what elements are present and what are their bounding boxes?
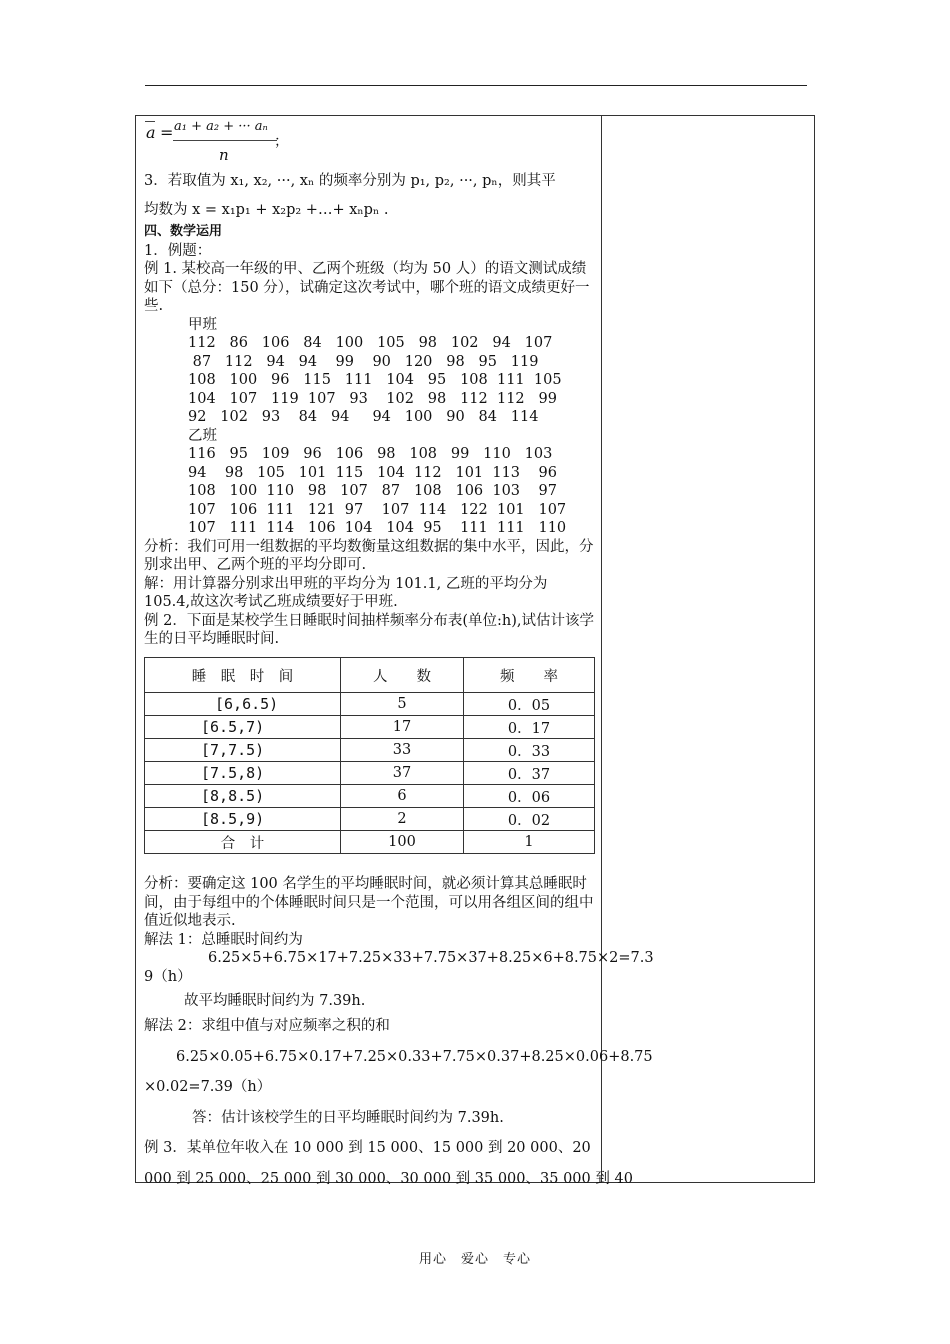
count-cell: 17 [341, 716, 464, 739]
total-label: 合 计 [145, 831, 341, 854]
solution1-text: 解：用计算器分别求出甲班的平均分为 101.1, 乙班的平均分为 105.4,故这次考试乙班成绩要好于甲班. [144, 575, 548, 610]
interval-cell: [7.5,8) [145, 762, 341, 785]
interval-cell: [8.5,9) [145, 808, 341, 831]
table-header-row [145, 658, 595, 693]
item3-line2: 均数为 x = x₁p₁ + x₂p₂ +…+ xₙpₙ . [144, 201, 389, 218]
total-count: 100 [341, 831, 464, 854]
count-cell: 33 [341, 739, 464, 762]
section-title: 四、数学运用 [144, 224, 223, 239]
page-footer: 用心 爱心 专心 [418, 1252, 531, 1267]
score-row: 112 86 106 84 100 105 98 102 94 107 [188, 335, 553, 351]
table-row [145, 739, 595, 762]
score-row: 116 95 109 96 106 98 108 99 110 103 [188, 446, 553, 462]
score-row: 108 100 96 115 111 104 95 108 111 105 [188, 372, 562, 388]
fraction-line [173, 140, 277, 141]
answer2-text: 答：估计该校学生的日平均睡眠时间约为 7.39h. [192, 1109, 504, 1126]
main-content [144, 118, 596, 649]
table-row [145, 785, 595, 808]
freq-cell: 0．17 [464, 716, 595, 739]
interval-cell: [8,8.5) [145, 785, 341, 808]
mean-formula: a = a₁ + a₂ + ··· aₙ n ； [146, 119, 289, 164]
interval-cell: [6,6.5) [145, 693, 341, 716]
freq-cell: 0．02 [464, 808, 595, 831]
example1-text: 例 1. 某校高一年级的甲、乙两个班级（均为 50 人）的语文测试成绩如下（总分：150 分），试确定这次考试中，哪个班的语文成绩更好一些. [144, 261, 590, 314]
table-row [145, 716, 595, 739]
interval-cell: [6.5,7) [145, 716, 341, 739]
method2-calc-cont: ×0.02=7.39（h） [144, 1079, 272, 1095]
item3-line1: 3．若取值为 x₁, x₂, ···, xₙ 的频率分别为 p₁, p₂, ···, pₙ，则其平 [144, 173, 556, 189]
table-row [145, 693, 595, 716]
score-row: 94 98 105 101 115 104 112 101 113 96 [188, 464, 557, 481]
method2-block [144, 1011, 653, 1194]
header-frequency: 频 率 [464, 658, 595, 693]
method1-calc: 6.25×5+6.75×17+7.25×33+7.75×37+8.25×6+8.75×2=7.3 [208, 950, 654, 966]
table-row [145, 808, 595, 831]
header-rule [145, 85, 807, 86]
score-row: 104 107 119 107 93 102 98 112 112 99 [188, 390, 557, 407]
method2-title: 解法 2：求组中值与对应频率之积的和 [144, 1018, 390, 1034]
score-row: 92 102 93 84 94 94 100 90 84 114 [188, 409, 539, 425]
class-b-scores [144, 445, 596, 538]
freq-cell: 0．06 [464, 785, 595, 808]
count-cell: 5 [341, 693, 464, 716]
interval-cell: [7,7.5) [145, 739, 341, 762]
score-row: 107 111 114 106 104 104 95 111 111 110 [188, 520, 567, 536]
example2-text: 例 2．下面是某校学生日睡眠时间抽样频率分布表(单位:h),试估计该学生的日平均睡眠时间. [144, 612, 594, 647]
class-b-label: 乙班 [188, 427, 217, 444]
freq-cell: 0．37 [464, 762, 595, 785]
method1-title: 解法 1：总睡眠时间约为 [144, 931, 303, 948]
count-cell: 37 [341, 762, 464, 785]
table-row [145, 762, 595, 785]
header-count: 人 数 [341, 658, 464, 693]
score-row: 108 100 110 98 107 87 108 106 103 97 [188, 483, 557, 499]
freq-cell: 0．05 [464, 693, 595, 716]
class-a-scores [144, 334, 596, 427]
count-cell: 2 [341, 808, 464, 831]
formula-numerator: a₁ + a₂ + ··· aₙ [174, 119, 268, 134]
analysis2-block [144, 875, 654, 1011]
score-row: 87 112 94 94 99 90 120 98 95 119 [188, 353, 539, 370]
total-freq: 1 [464, 831, 595, 854]
method1-calc-cont: 9（h） [144, 968, 192, 985]
analysis1-text: 分析：我们可用一组数据的平均数衡量这组数据的集中水平，因此，分别求出甲、乙两个班的平均分即可. [144, 538, 594, 573]
analysis2-text: 分析：要确定这 100 名学生的平均睡眠时间，就必须计算其总睡眠时间，由于每组中的个体睡眠时间只是一个范围，可以用各组区间的组中值近似地表示. [144, 876, 594, 929]
subsection-title: 1．例题： [144, 242, 212, 259]
formula-semicolon: ； [274, 134, 289, 150]
score-row: 107 106 111 121 97 107 114 122 101 107 [188, 501, 567, 518]
method2-calc: 6.25×0.05+6.75×0.17+7.25×0.33+7.75×0.37+8.25×0.06+8.75 [176, 1048, 653, 1065]
example3-line1: 例 3．某单位年收入在 10 000 到 15 000、15 000 到 20 000、20 [144, 1140, 591, 1156]
sleep-frequency-table [144, 657, 595, 854]
column-divider [601, 115, 602, 1183]
freq-cell: 0．33 [464, 739, 595, 762]
count-cell: 6 [341, 785, 464, 808]
table-total-row [145, 831, 595, 854]
class-a-label: 甲班 [188, 316, 217, 333]
example3-line2: 000 到 25 000、25 000 到 30 000、30 000 到 35 000、35 000 到 40 [144, 1170, 633, 1187]
formula-denominator: n [219, 146, 229, 164]
header-sleep-time: 睡 眠 时 间 [145, 658, 341, 693]
method1-conclusion: 故平均睡眠时间约为 7.39h. [184, 993, 366, 1009]
